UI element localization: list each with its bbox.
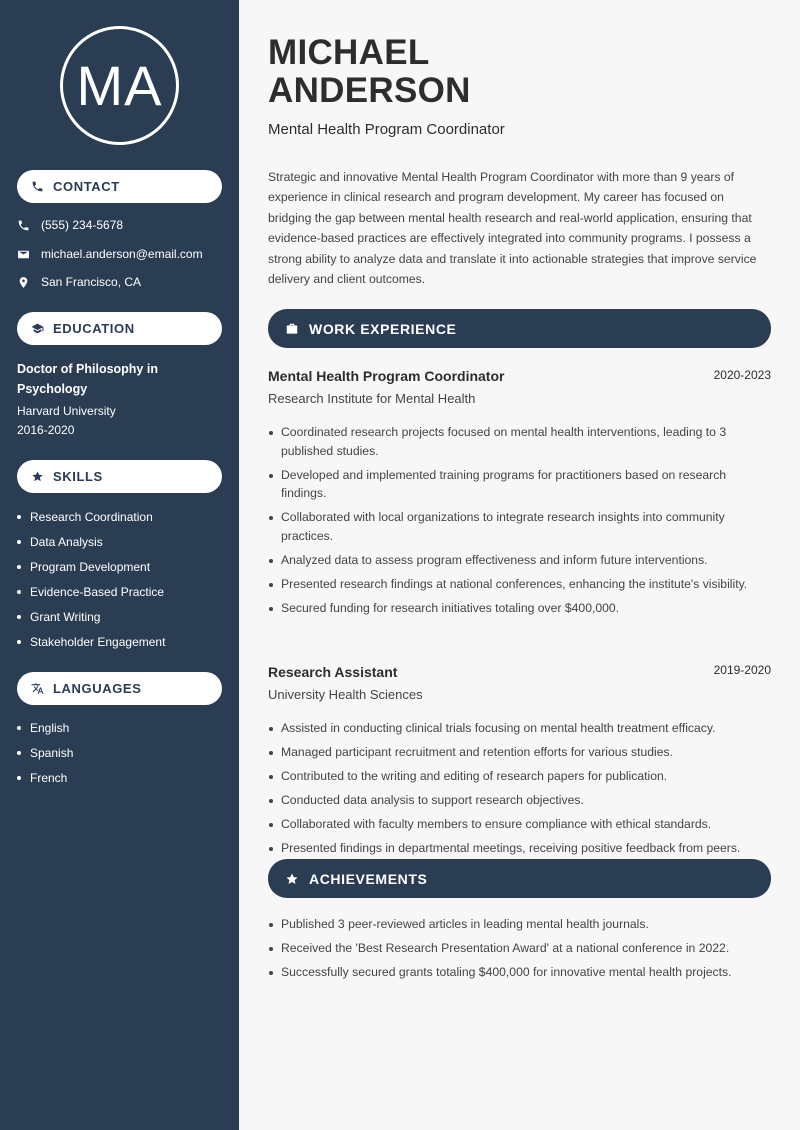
language-item: English xyxy=(17,715,73,740)
job-bullet: Presented research findings at national conferences, enhancing the institute's visibility. xyxy=(268,575,768,594)
phone-icon xyxy=(31,180,44,193)
translate-icon xyxy=(31,682,44,695)
language-item: Spanish xyxy=(17,740,73,765)
job-bullet: Analyzed data to assess program effectiveness and inform future interventions. xyxy=(268,551,768,570)
initials-avatar: MA xyxy=(60,26,179,145)
phone-text: (555) 234-5678 xyxy=(41,218,124,232)
skills-heading-label: SKILLS xyxy=(53,469,103,484)
education-heading xyxy=(17,312,222,345)
skill-item: Program Development xyxy=(17,554,165,579)
contact-location xyxy=(17,275,141,289)
skills-list xyxy=(17,504,165,654)
achievements-heading-label: ACHIEVEMENTS xyxy=(309,870,428,887)
job-bullet: Managed participant recruitment and retention efforts for various studies. xyxy=(268,743,768,762)
job-organization: University Health Sciences xyxy=(268,687,423,702)
star-icon xyxy=(285,872,299,886)
job-dates: 2019-2020 xyxy=(713,663,771,677)
full-name xyxy=(268,34,471,110)
last-name: ANDERSON xyxy=(268,71,471,110)
education-degree: Doctor of Philosophy in Psychology xyxy=(17,362,158,396)
skill-item: Data Analysis xyxy=(17,529,165,554)
contact-heading xyxy=(17,170,222,203)
job-bullet: Coordinated research projects focused on mental health interventions, leading to 3 published studies. xyxy=(268,423,768,460)
education-school: Harvard University xyxy=(17,404,116,418)
education-heading-label: EDUCATION xyxy=(53,321,135,336)
phone-icon xyxy=(17,219,30,232)
star-icon xyxy=(31,470,44,483)
work-experience-heading xyxy=(268,309,771,348)
email-text[interactable]: michael.anderson@email.com xyxy=(41,247,203,261)
achievement-item: Successfully secured grants totaling $400,000 for innovative mental health projects. xyxy=(268,963,768,982)
location-pin-icon xyxy=(17,276,30,289)
job-bullet: Presented findings in departmental meetings, receiving positive feedback from peers. xyxy=(268,839,768,858)
job-title: Research Assistant xyxy=(268,664,398,680)
professional-summary: Strategic and innovative Mental Health Program Coordinator with more than 9 years of experience in clinical research and program development. My career has focused on bridging the gap between mental health research and real-world application, ensuring that evidence-based practices are effectively integrated into community programs. I possess a strong ability to analyze data and translate it into actionable strategies that improve service delivery and client outcomes. xyxy=(268,170,757,287)
job-bullet: Collaborated with local organizations to integrate research insights into community practices. xyxy=(268,508,768,545)
email-icon xyxy=(17,248,30,261)
contact-heading-label: CONTACT xyxy=(53,179,120,194)
contact-email[interactable] xyxy=(17,247,203,261)
main-content xyxy=(239,0,800,1130)
education-years: 2016-2020 xyxy=(17,423,75,437)
job-organization: Research Institute for Mental Health xyxy=(268,391,476,406)
contact-phone xyxy=(17,218,123,232)
achievements-list xyxy=(268,915,768,987)
skill-item: Evidence-Based Practice xyxy=(17,579,165,604)
job-bullet: Contributed to the writing and editing of research papers for publication. xyxy=(268,767,768,786)
achievements-heading xyxy=(268,859,771,898)
job-bullet: Assisted in conducting clinical trials focusing on mental health treatment efficacy. xyxy=(268,719,768,738)
languages-list xyxy=(17,715,73,790)
achievement-item: Received the 'Best Research Presentation Award' at a national conference in 2022. xyxy=(268,939,768,958)
language-item: French xyxy=(17,765,73,790)
sidebar xyxy=(0,0,239,1130)
job-bullets xyxy=(268,423,768,623)
job-dates: 2020-2023 xyxy=(713,368,771,382)
job-bullets xyxy=(268,719,768,864)
location-text: San Francisco, CA xyxy=(41,275,142,289)
skills-heading xyxy=(17,460,222,493)
skill-item: Stakeholder Engagement xyxy=(17,629,165,654)
job-bullet: Secured funding for research initiatives totaling over $400,000. xyxy=(268,599,768,618)
job-bullet: Collaborated with faculty members to ensure compliance with ethical standards. xyxy=(268,815,768,834)
languages-heading xyxy=(17,672,222,705)
briefcase-icon xyxy=(285,322,299,336)
skill-item: Grant Writing xyxy=(17,604,165,629)
first-name: MICHAEL xyxy=(268,33,430,72)
skill-item: Research Coordination xyxy=(17,504,165,529)
work-experience-heading-label: WORK EXPERIENCE xyxy=(309,320,457,337)
job-title: Mental Health Program Coordinator xyxy=(268,368,505,384)
languages-heading-label: LANGUAGES xyxy=(53,681,142,696)
graduation-cap-icon xyxy=(31,322,44,335)
job-bullet: Conducted data analysis to support research objectives. xyxy=(268,791,768,810)
achievement-item: Published 3 peer-reviewed articles in leading mental health journals. xyxy=(268,915,768,934)
job-bullet: Developed and implemented training programs for practitioners based on research findings. xyxy=(268,466,768,503)
job-title-headline: Mental Health Program Coordinator xyxy=(268,121,505,138)
